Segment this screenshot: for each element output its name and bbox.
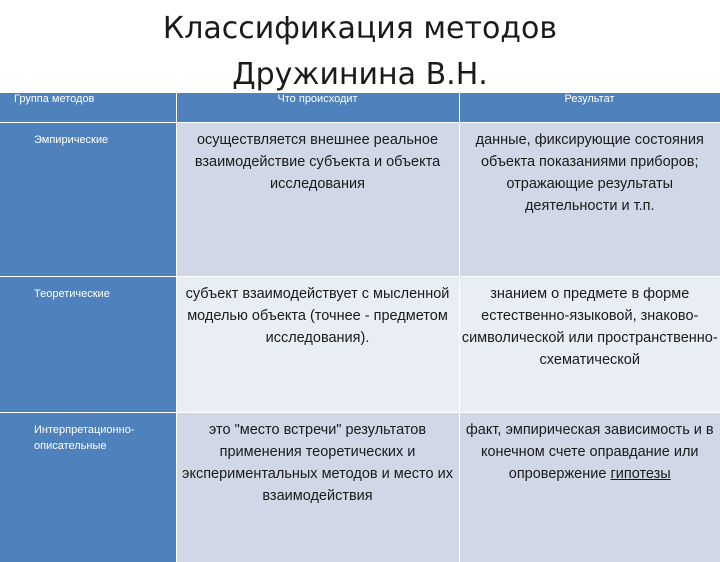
table-header-row xyxy=(0,93,720,123)
methods-table xyxy=(0,93,720,562)
row-process-cell: осуществляется внешнее реальное взаимодействие субъекта и объекта исследования xyxy=(176,123,459,277)
row-result-cell: данные, фиксирующие состояния объекта показаниями приборов; отражающие результаты деятельности и т.п. xyxy=(459,123,720,277)
header-process: Что происходит xyxy=(176,93,459,123)
result-text: факт, эмпирическая зависимость и в конечном счете оправдание или опровержение xyxy=(466,422,714,482)
row-process-cell: это "место встречи" результатов применения теоретических и экспериментальных методов и место их взаимодействия xyxy=(176,413,459,562)
header-result: Результат xyxy=(459,93,720,123)
row-process-cell: субъект взаимодействует с мысленной моделью объекта (точнее - предметом исследования). xyxy=(176,277,459,413)
table-row xyxy=(0,277,720,413)
slide-title xyxy=(150,6,570,98)
result-underlined-text: гипотезы xyxy=(610,466,670,482)
row-group-cell: Интерпретационно-описательные xyxy=(0,413,176,562)
row-group-cell: Эмпирические xyxy=(0,123,176,277)
title-line-2: Дружинина В.Н. xyxy=(150,52,570,98)
title-line-1: Классификация методов xyxy=(150,6,570,52)
row-group-cell: Теоретические xyxy=(0,277,176,413)
header-group: Группа методов xyxy=(0,93,176,123)
table-row xyxy=(0,123,720,277)
row-result-cell: знанием о предмете в форме естественно-языковой, знаково-символической или пространственно-схематической xyxy=(459,277,720,413)
